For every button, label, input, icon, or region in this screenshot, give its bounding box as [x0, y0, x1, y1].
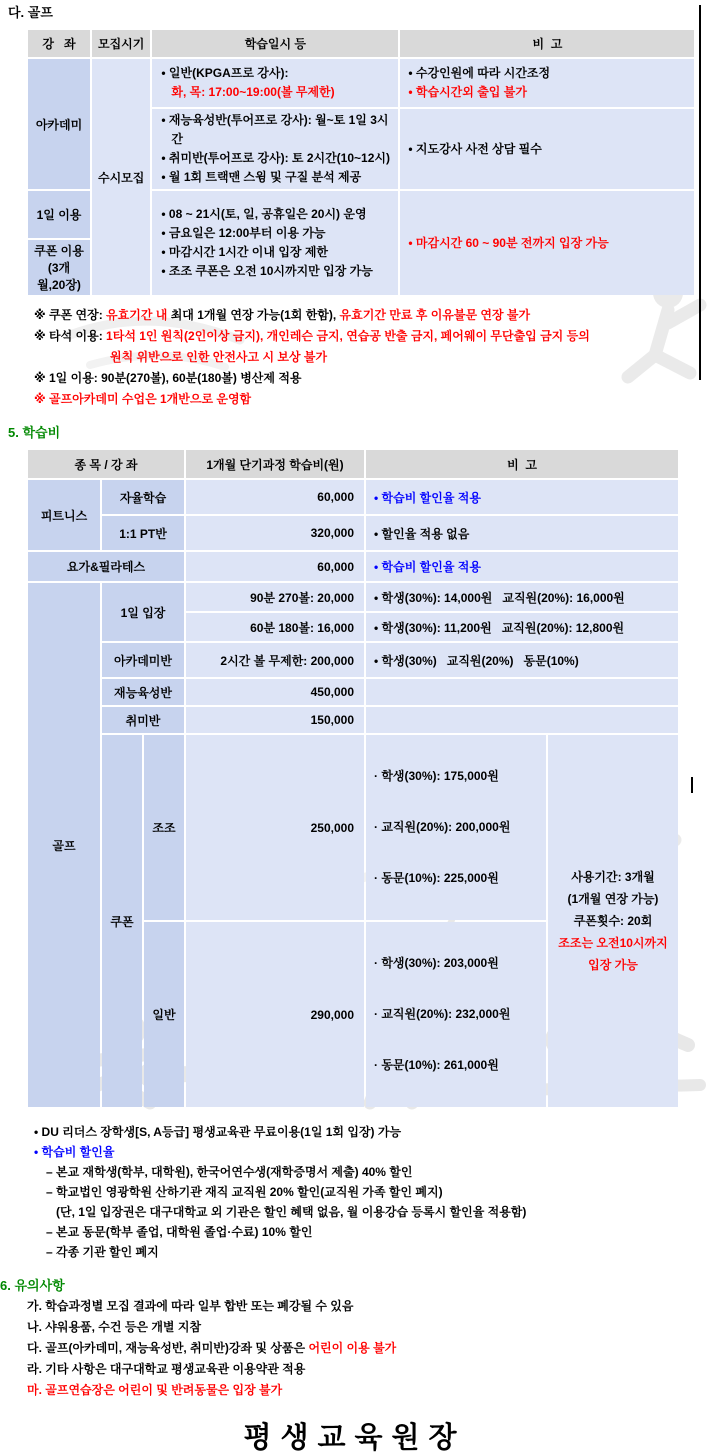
hobby-class-cell: 취미반 — [102, 707, 184, 733]
pt-note-cell: • 할인율 적용 없음 — [366, 516, 678, 550]
general-coupon-cell: 일반 — [144, 922, 184, 1107]
note-student-discount: – 본교 재학생(학부, 대학원), 한국어연수생(재학증명서 제출) 40% 할인 — [46, 1165, 413, 1179]
document-page — [0, 5, 709, 1454]
note-alumni-discount: – 본교 동문(학부 졸업, 대학원 졸업·수료) 10% 할인 — [46, 1225, 313, 1239]
academy-general-remarks-cell: • 수강인원에 따라 시간조정 • 학습시간외 출입 불가 — [400, 59, 694, 107]
header-fee-remarks: 비 고 — [366, 450, 678, 478]
header-recruit-period: 모집시기 — [92, 30, 150, 57]
golf-label-cell: 골프 — [28, 583, 100, 1107]
day90-fee-cell: 90분 270볼: 20,000 — [186, 583, 364, 611]
general-discount-cell: · 학생(30%): 203,000원 · 교직원(20%): 232,000원 · 동문(10%): 261,000원 — [366, 922, 546, 1107]
note-tee-use: ※ 타석 이용: 1타석 1인 원칙(2인이상 금지), 개인레슨 금지, 연습공 반출 금지, 페어웨이 무단출입 금지 등의 — [34, 329, 590, 343]
golf-talent-row — [28, 679, 678, 705]
notice-items — [27, 1296, 709, 1401]
header-schedule: 학습일시 등 — [152, 30, 398, 57]
note-du-leaders: • DU 리더스 장학생[S, A등급] 평생교육관 무료이용(1일 1회 입장) 가능 — [34, 1125, 402, 1139]
use-schedule-cell: • 08 ~ 21시(토, 일, 공휴일은 20시) 운영 • 금요일은 12:00부터 이용 가능 • 마감시간 1시간 이내 입장 제한 • 조조 쿠폰은 오전 10시까지만 입장 가능 — [152, 191, 398, 295]
note-day-use: ※ 1일 이용: 90분(270볼), 60분(180볼) 병산제 적용 — [34, 371, 302, 385]
day60-note-cell: • 학생(30%): 11,200원 교직원(20%): 12,800원 — [366, 613, 678, 641]
academy-general-schedule-cell: • 일반(KPGA프로 강사): 화, 목: 17:00~19:00(볼 무제한) — [152, 59, 398, 107]
fitness-self-row — [28, 480, 678, 514]
coupon-use-label-cell: 쿠폰 이용 (3개월,20장) — [28, 240, 90, 295]
golf-notes — [34, 305, 709, 410]
note-tee-use-cont: 원칙 위반으로 인한 안전사고 시 보상 불가 — [110, 350, 328, 364]
talent-class-cell: 재능육성반 — [102, 679, 184, 705]
talent-fee-cell: 450,000 — [186, 679, 364, 705]
early-bird-cell: 조조 — [144, 735, 184, 920]
golf-day90-row — [28, 583, 678, 611]
yoga-fee-cell: 60,000 — [186, 552, 364, 581]
signature-title: 평생교육원장 — [243, 1422, 466, 1454]
yoga-label-cell: 요가&필라테스 — [28, 552, 184, 581]
hobby-note-cell — [366, 707, 678, 733]
day60-fee-cell: 60분 180볼: 16,000 — [186, 613, 364, 641]
header-monthly-fee: 1개월 단기과정 학습비(원) — [186, 450, 364, 478]
early-discount-cell: · 학생(30%): 175,000원 · 교직원(20%): 200,000원 · 동문(10%): 225,000원 — [366, 735, 546, 920]
yoga-row — [28, 552, 678, 581]
coupon-info-cell: 사용기간: 3개월 (1개월 연장 가능) 쿠폰횟수: 20회 조조는 오전10시까지 입장 가능 — [548, 735, 678, 1107]
fee-section-title: 5. 학습비 — [8, 425, 61, 440]
fee-notes — [34, 1122, 709, 1262]
academy-fee-cell: 2시간 볼 무제한: 200,000 — [186, 643, 364, 677]
self-study-fee-cell: 60,000 — [186, 480, 364, 514]
use-remarks-cell: • 마감시간 60 ~ 90분 전까지 입장 가능 — [400, 191, 694, 295]
notice-section-title: 6. 유의사항 — [0, 1278, 65, 1293]
header-course: 강 좌 — [28, 30, 90, 57]
early-fee-cell: 250,000 — [186, 735, 364, 920]
fee-table-header-row — [28, 450, 678, 478]
notice-item-na: 나. 샤워용품, 수건 등은 개별 지참 — [27, 1320, 202, 1334]
academy-label-cell: 아카데미 — [28, 59, 90, 189]
academy-general-row — [28, 59, 694, 107]
header-subject-course: 종 목 / 강 좌 — [28, 450, 184, 478]
notice-item-da: 다. 골프(아카데미, 재능육성반, 취미반)강좌 및 상품은 어린이 이용 불가 — [27, 1341, 397, 1355]
golf-section-title: 다. 골프 — [8, 5, 53, 20]
self-study-cell: 자율학습 — [102, 480, 184, 514]
academy-classes-remarks-cell: • 지도강사 사전 상담 필수 — [400, 109, 694, 189]
day-entry-cell: 1일 입장 — [102, 583, 184, 641]
notice-item-ga: 가. 학습과정별 모집 결과에 따라 일부 합반 또는 폐강될 수 있음 — [27, 1299, 354, 1313]
academy-class-cell: 아카데미반 — [102, 643, 184, 677]
header-remarks: 비 고 — [400, 30, 694, 57]
golf-table-header-row — [28, 30, 694, 57]
talent-note-cell — [366, 679, 678, 705]
yoga-note-cell: • 학습비 할인율 적용 — [366, 552, 678, 581]
coupon-label-cell: 쿠폰 — [102, 735, 142, 1107]
note-org-discount: – 각종 기관 할인 폐지 — [46, 1245, 159, 1259]
notice-item-ma: 마. 골프연습장은 어린이 및 반려동물은 입장 불가 — [27, 1383, 283, 1397]
note-coupon-extension: ※ 쿠폰 연장: 유효기간 내 최대 1개월 연장 가능(1회 한함), 유효기간 만료 후 이유불문 연장 불가 — [34, 308, 531, 322]
fitness-label-cell: 피트니스 — [28, 480, 100, 550]
fitness-pt-row — [28, 516, 678, 550]
general-fee-cell: 290,000 — [186, 922, 364, 1107]
coupon-early-row — [28, 735, 678, 920]
note-staff-discount: – 학교법인 영광학원 산하기관 재직 교직원 20% 할인(교직원 가족 할인 폐지) — [46, 1185, 443, 1199]
academy-note-cell: • 학생(30%) 교직원(20%) 동문(10%) — [366, 643, 678, 677]
note-discount-title: • 학습비 할인율 — [34, 1145, 115, 1159]
golf-schedule-table — [26, 28, 696, 297]
golf-hobby-row — [28, 707, 678, 733]
fee-table — [26, 448, 680, 1109]
academy-classes-schedule-cell: • 재능육성반(투어프로 강사): 월~토 1일 3시간 • 취미반(투어프로 강사): 토 2시간(10~12시) • 월 1회 트랙맨 스윙 및 구질 분석 제공 — [152, 109, 398, 189]
note-academy-class: ※ 골프아카데미 수업은 1개반으로 운영함 — [34, 392, 252, 406]
pt-class-cell: 1:1 PT반 — [102, 516, 184, 550]
hobby-fee-cell: 150,000 — [186, 707, 364, 733]
page-edge-line — [699, 5, 701, 380]
recruit-cell: 수시모집 — [92, 59, 150, 295]
pt-fee-cell: 320,000 — [186, 516, 364, 550]
day-use-label-cell: 1일 이용 — [28, 191, 90, 238]
notice-item-ra: 라. 기타 사항은 대구대학교 평생교육관 이용약관 적용 — [27, 1362, 306, 1376]
self-study-note-cell: • 학습비 할인율 적용 — [366, 480, 678, 514]
page-edge-tick — [691, 777, 693, 793]
day90-note-cell: • 학생(30%): 14,000원 교직원(20%): 16,000원 — [366, 583, 678, 611]
golf-academy-row — [28, 643, 678, 677]
note-staff-discount-cond: (단, 1일 입장권은 대구대학교 외 기관은 할인 혜택 없음, 월 이용강습 등록시 할인율 적용함) — [56, 1205, 527, 1219]
